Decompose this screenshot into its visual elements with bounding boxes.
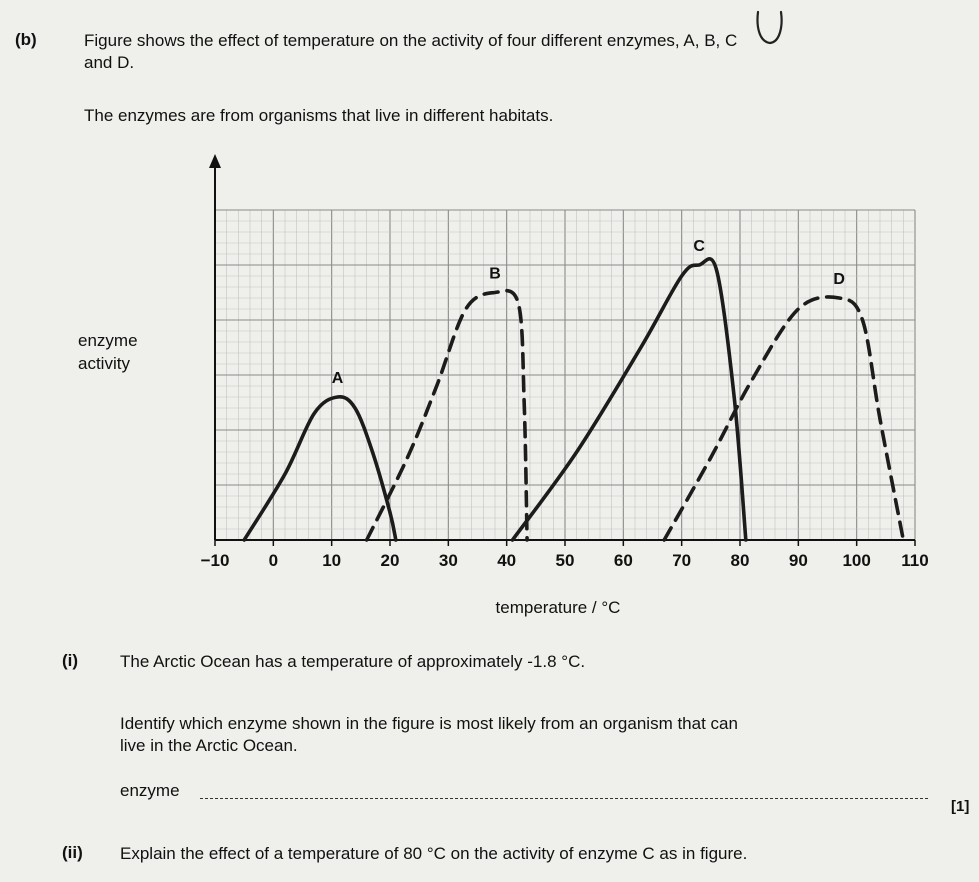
question-b-line1: Figure shows the effect of temperature on the activity of four different enzymes, A, B, C — [84, 31, 738, 50]
part-ii-number: (ii) — [62, 843, 83, 862]
x-tick-label: 80 — [730, 551, 750, 570]
x-tick-label: 90 — [788, 551, 808, 570]
part-ii-question: Explain the effect of a temperature of 80 °C on the activity of enzyme C as in figure. — [120, 844, 748, 863]
marks-label: [1] — [951, 798, 970, 815]
chart-axes — [209, 154, 915, 540]
x-tick-label: −10 — [200, 551, 230, 570]
chart-x-ticks — [201, 540, 929, 570]
chart-grid — [215, 210, 915, 540]
x-tick-label: 100 — [842, 551, 871, 570]
question-b-line2: and D. — [84, 53, 135, 72]
x-tick-label: 20 — [380, 551, 400, 570]
question-b-number: (b) — [15, 30, 37, 49]
x-axis-label: temperature / °C — [495, 598, 621, 617]
curve-b — [367, 291, 527, 540]
y-axis-label-line1: enzyme — [78, 331, 138, 350]
x-tick-label: 50 — [555, 551, 575, 570]
curve-label-b: B — [489, 265, 501, 283]
part-i-statement: The Arctic Ocean has a temperature of approximately -1.8 °C. — [120, 652, 586, 671]
curve-d — [664, 297, 903, 540]
curve-c — [513, 259, 746, 540]
curve-label-c: C — [693, 238, 705, 255]
curve-label-d: D — [833, 271, 845, 288]
x-tick-label: 40 — [497, 551, 517, 570]
x-tick-label: 10 — [322, 551, 342, 570]
x-tick-label: 30 — [438, 551, 458, 570]
question-b-habitats: The enzymes are from organisms that live in different habitats. — [84, 106, 554, 125]
y-axis-arrow-icon — [209, 154, 221, 168]
handwritten-tick-mark — [750, 8, 790, 50]
y-axis-label-line2: activity — [78, 354, 130, 373]
x-tick-label: 0 — [268, 551, 279, 570]
part-i-number: (i) — [62, 651, 79, 670]
curve-label-a: A — [331, 370, 344, 387]
answer-label: enzyme — [120, 781, 180, 800]
part-i-instruction-line2: live in the Arctic Ocean. — [120, 736, 298, 755]
enzyme-activity-chart — [160, 150, 960, 630]
x-tick-label: 110 — [901, 551, 929, 570]
x-tick-label: 70 — [672, 551, 692, 570]
x-tick-label: 60 — [613, 551, 633, 570]
answer-line[interactable] — [200, 798, 928, 799]
part-i-instruction-line1: Identify which enzyme shown in the figure is most likely from an organism that can — [120, 714, 738, 733]
